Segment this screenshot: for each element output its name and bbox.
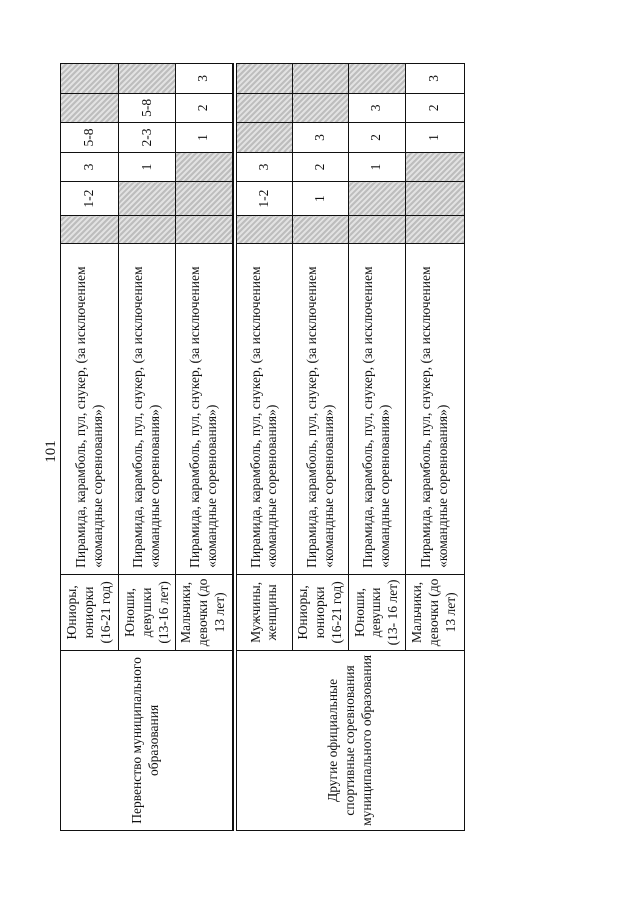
shaded-cell bbox=[349, 64, 405, 94]
rank-cell: 3 bbox=[349, 93, 405, 123]
rank-cell: 1-2 bbox=[61, 182, 119, 216]
discipline: Пирамида, карамболь, пул, снукер, (за исключением «командные соревнования») bbox=[175, 244, 232, 575]
discipline: Пирамида, карамболь, пул, снукер, (за исключением «командные соревнования») bbox=[61, 244, 119, 575]
rank-cell: 1 bbox=[119, 152, 175, 182]
rank-cell: 5-8 bbox=[119, 93, 175, 123]
rank-cell: 5-8 bbox=[61, 123, 119, 153]
rank-cell: 3 bbox=[405, 64, 464, 94]
shaded-cell bbox=[293, 216, 349, 244]
rank-cell: 1 bbox=[349, 152, 405, 182]
page-number: 101 bbox=[42, 440, 59, 463]
shaded-cell bbox=[61, 216, 119, 244]
table-row bbox=[61, 64, 119, 831]
table-row bbox=[236, 64, 292, 831]
age-group: Юноши, девушки (13-16 лет) bbox=[119, 574, 175, 650]
rank-cell: 2-3 bbox=[119, 123, 175, 153]
rank-cell: 1-2 bbox=[236, 182, 292, 216]
shaded-cell bbox=[405, 152, 464, 182]
shaded-cell bbox=[405, 182, 464, 216]
age-group: Мальчики, девочки (до 13 лет) bbox=[405, 574, 464, 650]
shaded-cell bbox=[175, 152, 232, 182]
rank-cell: 3 bbox=[236, 152, 292, 182]
shaded-cell bbox=[119, 64, 175, 94]
shaded-cell bbox=[175, 182, 232, 216]
discipline: Пирамида, карамболь, пул, снукер, (за исключением «командные соревнования») bbox=[236, 244, 292, 575]
age-group: Мальчики, девочки (до 13 лет) bbox=[175, 574, 232, 650]
shaded-cell bbox=[293, 64, 349, 94]
rank-cell: 1 bbox=[405, 123, 464, 153]
rank-cell: 1 bbox=[175, 123, 232, 153]
age-group: Юниоры, юниорки (16-21 год) bbox=[61, 574, 119, 650]
shaded-cell bbox=[349, 216, 405, 244]
age-group: Юниоры, юниорки (16-21 год) bbox=[293, 574, 349, 650]
rank-cell: 2 bbox=[293, 152, 349, 182]
rank-cell: 1 bbox=[293, 182, 349, 216]
shaded-cell bbox=[61, 93, 119, 123]
ranking-table bbox=[60, 63, 465, 831]
shaded-cell bbox=[119, 216, 175, 244]
shaded-cell bbox=[349, 182, 405, 216]
shaded-cell bbox=[405, 216, 464, 244]
rank-cell: 3 bbox=[293, 123, 349, 153]
shaded-cell bbox=[293, 93, 349, 123]
shaded-cell bbox=[236, 216, 292, 244]
discipline: Пирамида, карамболь, пул, снукер, (за исключением «командные соревнования») bbox=[349, 244, 405, 575]
shaded-cell bbox=[119, 182, 175, 216]
competition-name: Другие официальные спортивные соревнования муниципального образования bbox=[236, 650, 464, 830]
rank-cell: 2 bbox=[349, 123, 405, 153]
rank-cell: 2 bbox=[405, 93, 464, 123]
rank-cell: 3 bbox=[175, 64, 232, 94]
shaded-cell bbox=[236, 93, 292, 123]
shaded-cell bbox=[236, 123, 292, 153]
discipline: Пирамида, карамболь, пул, снукер, (за исключением «командные соревнования») bbox=[405, 244, 464, 575]
ranking-table-rotated bbox=[60, 63, 465, 831]
discipline: Пирамида, карамболь, пул, снукер, (за исключением «командные соревнования») bbox=[119, 244, 175, 575]
rank-cell: 3 bbox=[61, 152, 119, 182]
age-group: Мужчины, женщины bbox=[236, 574, 292, 650]
shaded-cell bbox=[61, 64, 119, 94]
discipline: Пирамида, карамболь, пул, снукер, (за исключением «командные соревнования») bbox=[293, 244, 349, 575]
age-group: Юноши, девушки (13- 16 лет) bbox=[349, 574, 405, 650]
shaded-cell bbox=[175, 216, 232, 244]
competition-name: Первенство муниципального образования bbox=[61, 650, 233, 830]
rank-cell: 2 bbox=[175, 93, 232, 123]
shaded-cell bbox=[236, 64, 292, 94]
